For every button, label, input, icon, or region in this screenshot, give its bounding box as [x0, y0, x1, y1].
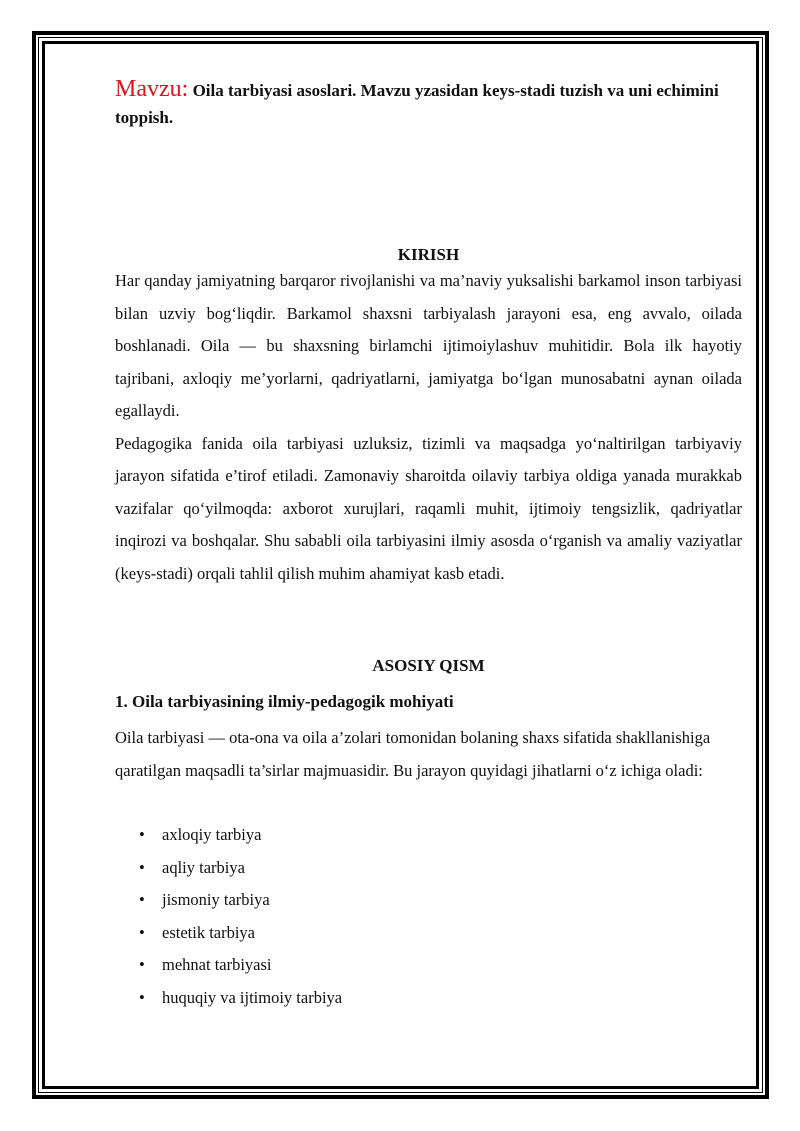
- topic-title: Oila tarbiyasi asoslari. Mavzu yzasidan keys-stadi tuzish va uni echimini toppish.: [115, 81, 719, 127]
- bullet-icon: •: [139, 890, 145, 909]
- topic-line: [115, 76, 742, 131]
- document-content: [115, 76, 742, 1007]
- list-item: [115, 884, 742, 917]
- section-title: 1. Oila tarbiyasining ilmiy-pedagogik mohiyati: [115, 692, 454, 711]
- bullet-list: [115, 819, 742, 1014]
- bullet-icon: •: [139, 922, 145, 942]
- list-item: [115, 852, 742, 885]
- main-heading: ASOSIY QISM: [372, 656, 485, 675]
- list-item-text: jismoniy tarbiya: [162, 890, 270, 909]
- intro-paragraph-1: Har qanday jamiyatning barqaror rivojlanishi va ma’naviy yuksalishi barkamol inson tarbiyasi bilan uzviy bog‘liqdir. Barkamol shaxsni tarbiyalash jarayoni esa, eng avvalo, oilada boshlanadi. Oila — bu shaxsning birlamchi ijtimoiylashuv muhitidir. Bola ilk hayotiy tajribani, axloqiy me’yorlarni, qadriyatlarni, jamiyatga bo‘lgan munosabatni aynan oilada egallaydi.: [115, 271, 742, 420]
- list-item: [115, 949, 742, 982]
- intro-paragraph-2: Pedagogika fanida oila tarbiyasi uzluksiz, tizimli va maqsadga yo‘naltirilgan tarbiyaviy jarayon sifatida e’tirof etiladi. Zamonaviy sharoitda oilaviy tarbiya oldiga yanada murakkab vazifalar qo‘yilmoqda: axborot xurujlari, raqamli muhit, ijtimoiy tengsizlik, qadriyatlar inqirozi va boshqalar. Shu sababli oila tarbiyasini ilmiy asosda o‘rganish va amaliy vaziyatlar (keys-stadi) orqali tahlil qilish muhim ahamiyat kasb etadi.: [115, 433, 742, 583]
- intro-heading: KIRISH: [397, 245, 460, 264]
- list-item-text: huquqiy va ijtimoiy tarbiya: [162, 987, 343, 1007]
- bullet-icon: •: [139, 955, 145, 974]
- list-item-text: estetik tarbiya: [162, 922, 256, 942]
- topic-label: Mavzu:: [115, 76, 189, 102]
- section-body: Oila tarbiyasi — ota-ona va oila a’zolari tomonidan bolaning shaxs sifatida shakllanishiga qaratilgan maqsadli ta’sirlar majmuasidir. Bu jarayon quyidagi jihatlarni o‘z ichiga oladi:: [115, 728, 711, 780]
- intro-body: [115, 265, 742, 590]
- list-item: [115, 917, 742, 950]
- bullet-icon: •: [139, 857, 145, 877]
- bullet-icon: •: [139, 987, 145, 1007]
- list-item-text: mehnat tarbiyasi: [162, 955, 272, 974]
- list-item-text: axloqiy tarbiya: [162, 825, 262, 844]
- list-item: [115, 819, 742, 852]
- list-item: [115, 982, 742, 1015]
- bullet-icon: •: [139, 825, 145, 844]
- list-item-text: aqliy tarbiya: [162, 857, 245, 877]
